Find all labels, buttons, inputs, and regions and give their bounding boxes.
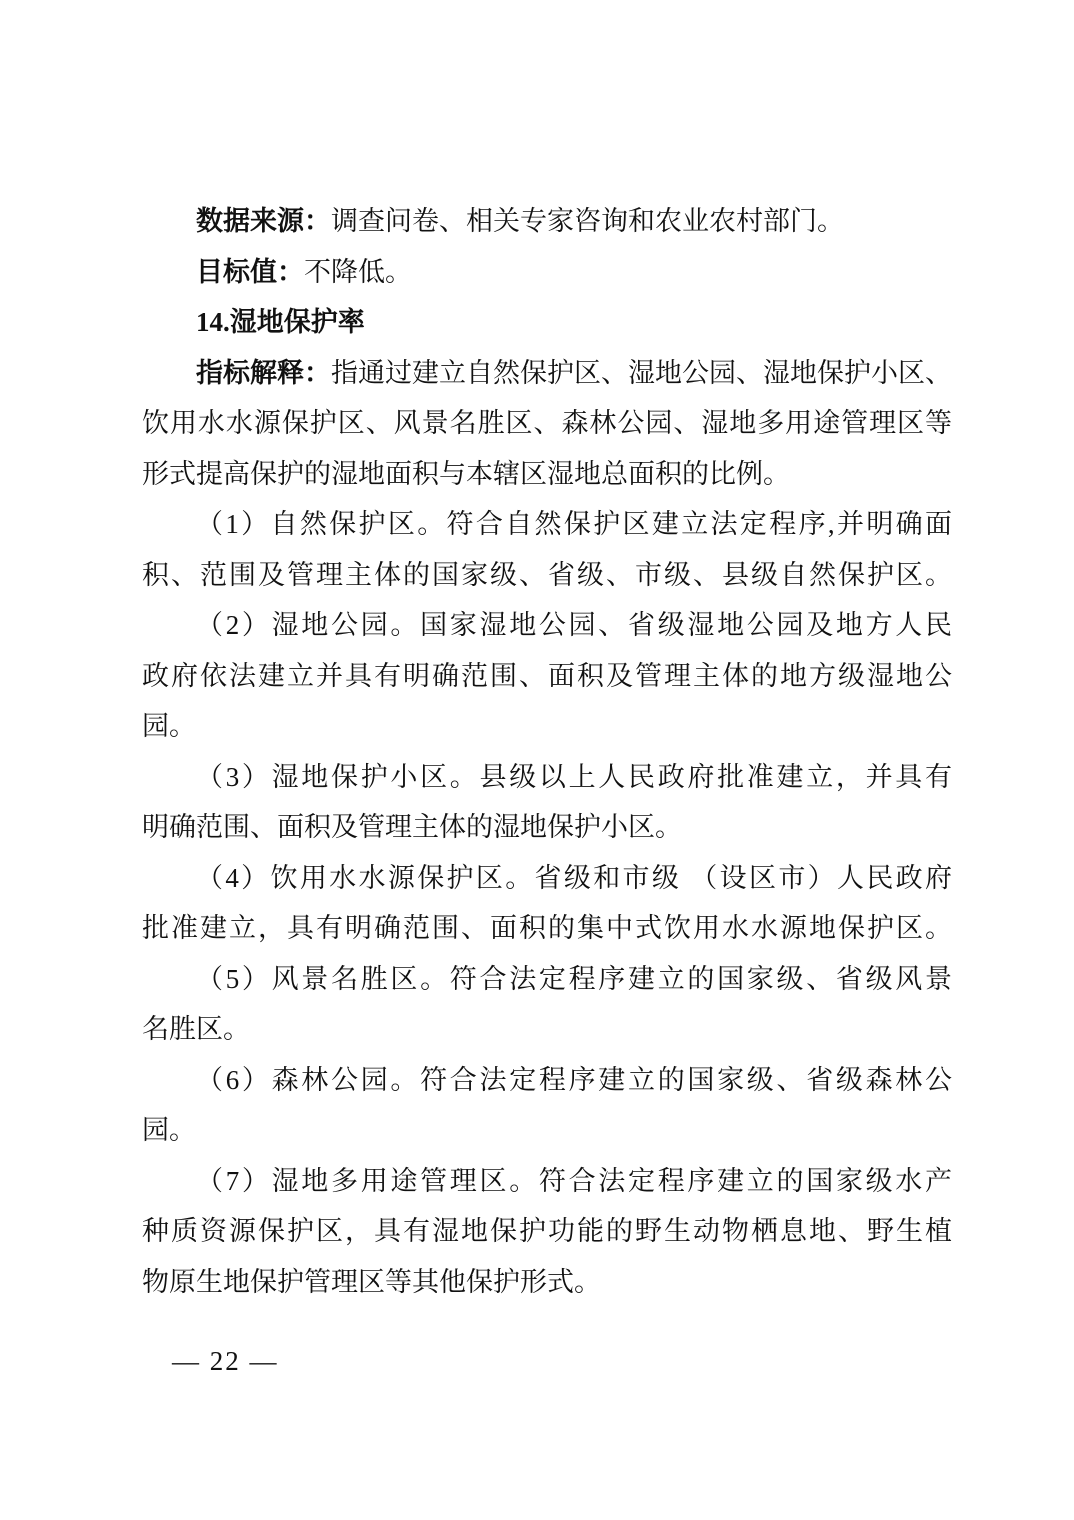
paragraph bbox=[142, 247, 952, 298]
paragraph-label: 数据来源： bbox=[196, 206, 331, 236]
text-line: 14.湿地保护率 bbox=[196, 307, 365, 337]
text-line: （6）森林公园。符合法定程序建立的国家级、省级森林公 bbox=[196, 1064, 952, 1095]
text-line: （5）风景名胜区。符合法定程序建立的国家级、省级风景 bbox=[196, 963, 952, 994]
text-line: 批准建立，具有明确范围、面积的集中式饮用水水源地保护区。 bbox=[142, 913, 952, 943]
text-line: 种质资源保护区，具有湿地保护功能的野生动物栖息地、野生植 bbox=[142, 1216, 952, 1246]
paragraph bbox=[142, 196, 952, 247]
text-line: 指标解释：指通过建立自然保护区、湿地公园、湿地保护小区、 bbox=[196, 357, 952, 388]
text-line: 目标值：不降低。 bbox=[196, 256, 412, 287]
paragraph bbox=[142, 853, 952, 954]
text-line: 饮用水水源保护区、风景名胜区、森林公园、湿地多用途管理区等 bbox=[142, 408, 952, 438]
text-line: （3）湿地保护小区。县级以上人民政府批准建立，并具有 bbox=[196, 761, 952, 792]
text-line: 明确范围、面积及管理主体的湿地保护小区。 bbox=[142, 812, 682, 842]
paragraph bbox=[142, 348, 952, 500]
text-line: （4）饮用水水源保护区。省级和市级 （设区市）人民政府 bbox=[196, 862, 952, 893]
text-line: 园。 bbox=[142, 711, 196, 741]
text-line: 园。 bbox=[142, 1115, 196, 1145]
paragraph bbox=[142, 600, 952, 752]
text-line: 数据来源：调查问卷、相关专家咨询和农业农村部门。 bbox=[196, 206, 844, 236]
section-heading bbox=[142, 297, 952, 348]
text-line: 形式提高保护的湿地面积与本辖区湿地总面积的比例。 bbox=[142, 458, 790, 489]
paragraph bbox=[142, 1156, 952, 1308]
text-line: （1）自然保护区。符合自然保护区建立法定程序,并明确面 bbox=[196, 509, 952, 539]
text-line: （2）湿地公园。国家湿地公园、省级湿地公园及地方人民 bbox=[196, 610, 952, 640]
text-line: （7）湿地多用途管理区。符合法定程序建立的国家级水产 bbox=[196, 1165, 952, 1196]
text-line: 政府依法建立并具有明确范围、面积及管理主体的地方级湿地公 bbox=[142, 660, 952, 691]
paragraph bbox=[142, 752, 952, 853]
document-body bbox=[142, 196, 952, 1307]
paragraph-label: 目标值： bbox=[196, 256, 304, 287]
paragraph bbox=[142, 1055, 952, 1156]
text-line: 名胜区。 bbox=[142, 1014, 250, 1044]
text-line: 积、范围及管理主体的国家级、省级、市级、县级自然保护区。 bbox=[142, 559, 952, 590]
paragraph bbox=[142, 954, 952, 1055]
paragraph bbox=[142, 499, 952, 600]
page-number: — 22 — bbox=[172, 1346, 279, 1376]
paragraph-label: 指标解释： bbox=[196, 357, 331, 388]
text-line: 物原生地保护管理区等其他保护形式。 bbox=[142, 1266, 601, 1297]
